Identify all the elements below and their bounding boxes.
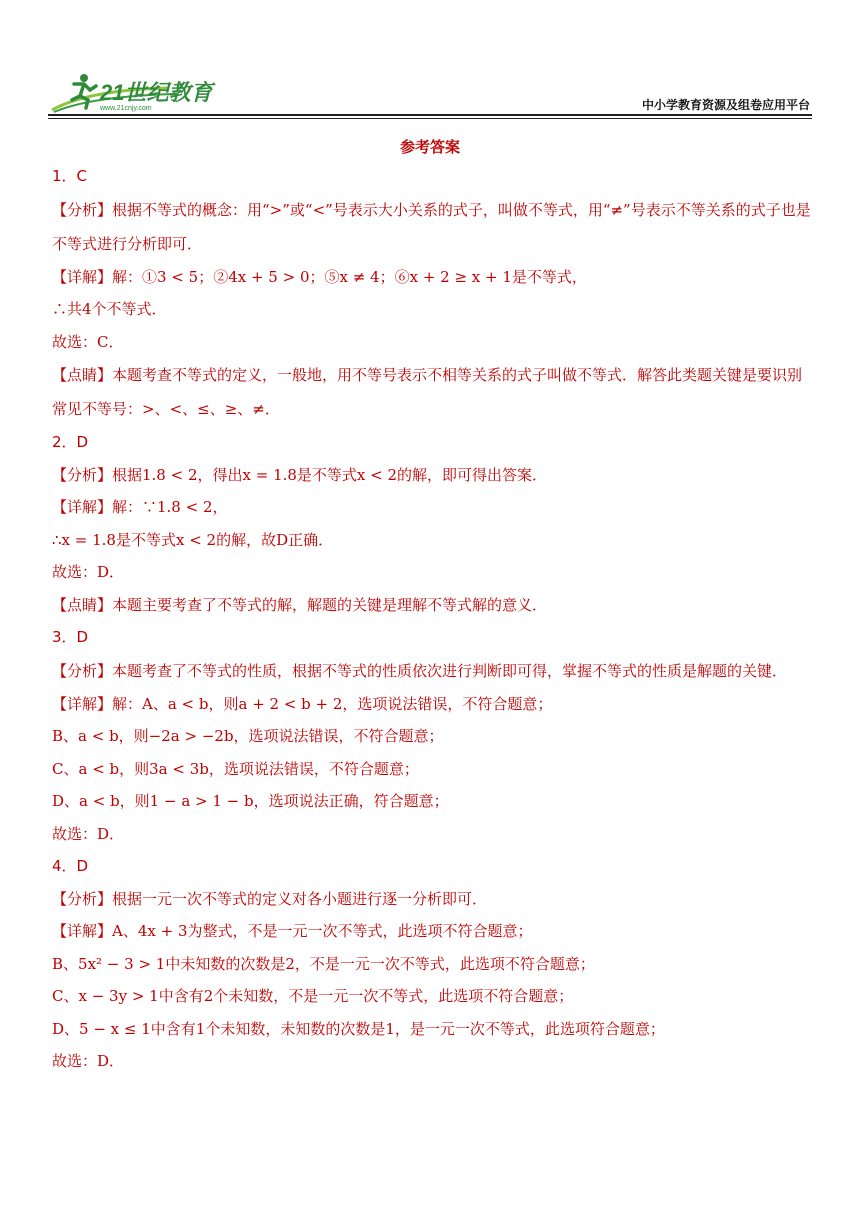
page-title: 参考答案 [399,138,460,156]
header-rule [48,114,812,116]
detail-line: D、5 − x ≤ 1中含有1个未知数，未知数的次数是1，是一元一次不等式，此选项符合题意； [52,1019,665,1038]
analysis-line: 【分析】根据一元一次不等式的定义对各小题进行逐一分析即可． [52,889,488,908]
question-number: 3．D [52,628,89,646]
svg-text:21世纪教育: 21世纪教育 [100,80,213,105]
answer-content [52,160,812,1078]
comment-paragraph: 【点睛】本题考查不等式的定义，一般地，用不等号表示不相等关系的式子叫做不等式．解答此类题关键是要识别常见不等号：>、<、≤、≥、≠． [52,366,803,418]
detail-line: B、5x² − 3 > 1中未知数的次数是2，不是一元一次不等式，此选项不符合题意； [52,954,595,973]
header-rule-thin [48,118,812,119]
question-number: 4．D [52,857,89,875]
detail-line: 【详解】解：①3 < 5；②4x + 5 > 0；⑤x ≠ 4；⑥x + 2 ≥ x + 1是不等式， [52,267,587,286]
answer-line: 故选：C． [52,332,124,351]
detail-line: ∴共4个不等式． [52,300,167,318]
analysis-paragraph: 【分析】本题考查了不等式的性质，根据不等式的性质依次进行判断即可得，掌握不等式的性质是解题的关键． [52,661,788,680]
detail-line: C、a < b，则3a < 3b，选项说法错误，不符合题意； [52,759,419,778]
analysis-paragraph: 【分析】根据不等式的概念：用“>”或“<”号表示大小关系的式子，叫做不等式，用“≠”号表示不等关系的式子也是不等式进行分析即可． [52,200,811,253]
detail-line: D、a < b，则1 − a > 1 − b，选项说法正确，符合题意； [52,792,449,810]
detail-line: 【详解】解：A、a < b，则a + 2 < b + 2，选项说法错误，不符合题意； [52,694,553,713]
detail-line: ∴x = 1.8是不等式x < 2的解，故D正确． [52,530,334,549]
analysis-line: 【分析】根据1.8 < 2，得出x = 1.8是不等式x < 2的解，即可得出答案． [52,465,548,484]
answer-line: 故选：D． [52,1052,125,1070]
question-number: 2．D [52,433,89,451]
detail-line: 【详解】解：∵1.8 < 2， [52,498,228,516]
answer-line: 故选：D． [52,563,125,581]
logo [48,70,228,114]
question-number: 1．C [52,167,88,185]
detail-line: B、a < b，则−2a > −2b，选项说法错误，不符合题意； [52,727,444,745]
answer-line: 故选：D． [52,824,125,843]
svg-text:www.21cnjy.com: www.21cnjy.com [100,105,152,112]
detail-line: C、x − 3y > 1中含有2个未知数，不是一元一次不等式，此选项不符合题意； [52,987,574,1005]
comment-line: 【点睛】本题主要考查了不等式的解，解题的关键是理解不等式解的意义． [52,595,548,614]
detail-line: 【详解】A、4x + 3为整式，不是一元一次不等式，此选项不符合题意； [52,922,533,940]
page-header [48,62,812,118]
platform-name: 中小学教育资源及组卷应用平台 [641,98,810,112]
runner-logo-icon [48,70,228,114]
